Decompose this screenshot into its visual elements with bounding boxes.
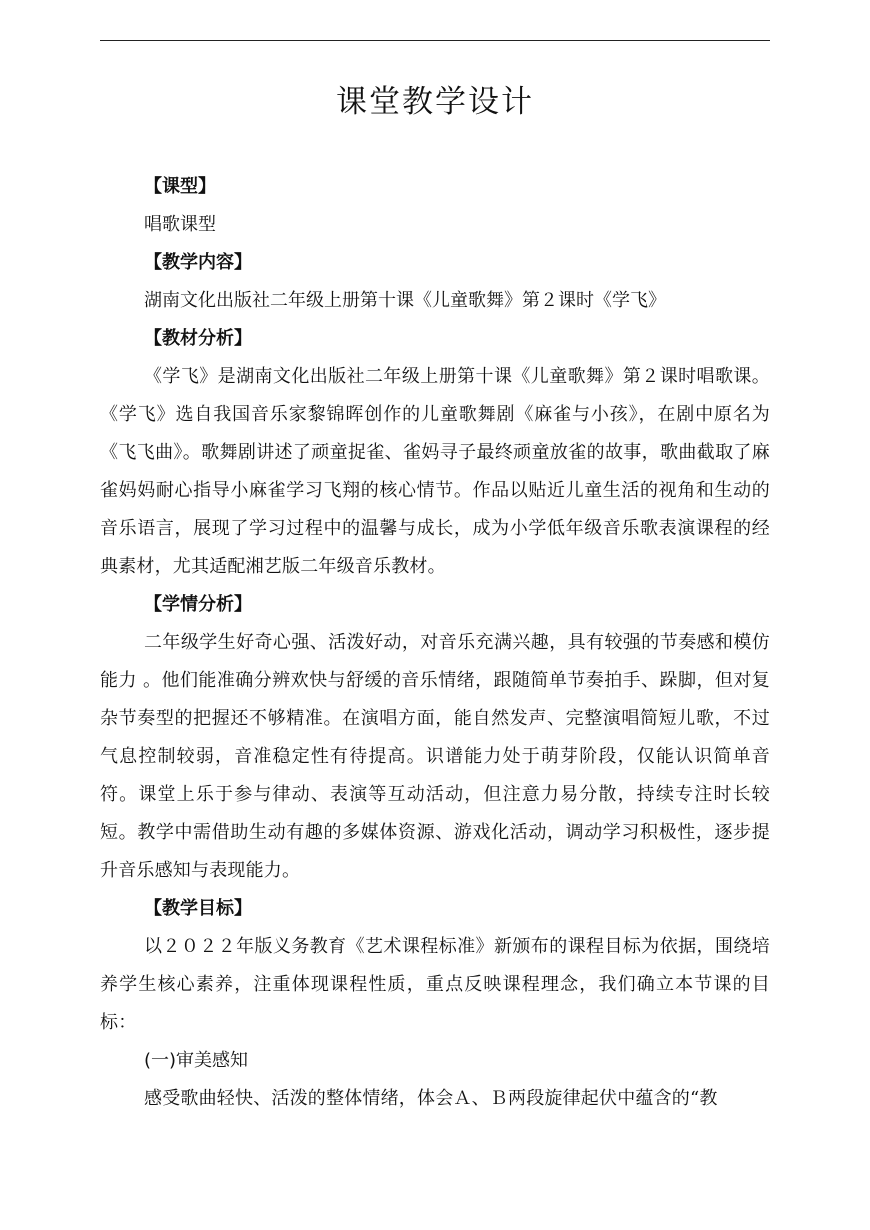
material-analysis-text: 《学飞》是湖南文化出版社二年级上册第十课《儿童歌舞》第２课时唱歌课。《学飞》选自我国音乐家黎锦晖创作的儿童歌舞剧《麻雀与小孩》，在剧中原名为《飞飞曲》。歌舞剧讲述了顽童捉雀、雀妈寻子最终顽童放雀的故事，歌曲截取了麻雀妈妈耐心指导小麻雀学习飞翔的核心情节。作品以贴近儿童生活的视角和生动的音乐语言，展现了学习过程中的温馨与成长，成为小学低年级音乐歌表演课程的经典素材，尤其适配湘艺版二年级音乐教材。 — [100, 366, 770, 577]
teaching-goals-text: 以２０２２年版义务教育《艺术课程标准》新颁布的课程目标为依据，围绕培养学生核心素养，注重体现课程性质，重点反映课程理念，我们确立本节课的目标： — [100, 936, 770, 1033]
course-type-text: 唱歌课型 — [144, 214, 216, 235]
teaching-content-text: 湖南文化出版社二年级上册第十课《儿童歌舞》第２课时《学飞》 — [144, 290, 666, 311]
material-analysis-heading: 【教材分析】 — [144, 328, 252, 349]
page-title: 课堂教学设计 — [336, 84, 534, 120]
document-body — [100, 168, 770, 1118]
header-rule — [100, 40, 770, 41]
aesthetic-perception-text: 感受歌曲轻快、活泼的整体情绪，体会Ａ、Ｂ两段旋律起伏中蕴含的“教 — [144, 1088, 718, 1109]
student-analysis-text: 二年级学生好奇心强、活泼好动，对音乐充满兴趣，具有较强的节奏感和模仿能力 。他们能准确分辨欢快与舒缓的音乐情绪，跟随简单节奏拍手、跺脚，但对复杂节奏型的把握还不够精准。在演唱方面，能自然发声、完整演唱简短儿歌，不过气息控制较弱，音准稳定性有待提高。识谱能力处于萌芽阶段，仅能认识简单音符。课堂上乐于参与律动、表演等互动活动，但注意力易分散，持续专注时长较短。教学中需借助生动有趣的多媒体资源、游戏化活动，调动学习积极性，逐步提升音乐感知与表现能力。 — [100, 632, 770, 881]
student-analysis-heading: 【学情分析】 — [144, 594, 252, 615]
aesthetic-perception-subheading: (一)审美感知 — [144, 1050, 249, 1071]
teaching-content-heading: 【教学内容】 — [144, 252, 252, 273]
teaching-goals-heading: 【教学目标】 — [144, 898, 252, 919]
course-type-heading: 【课型】 — [144, 176, 216, 197]
